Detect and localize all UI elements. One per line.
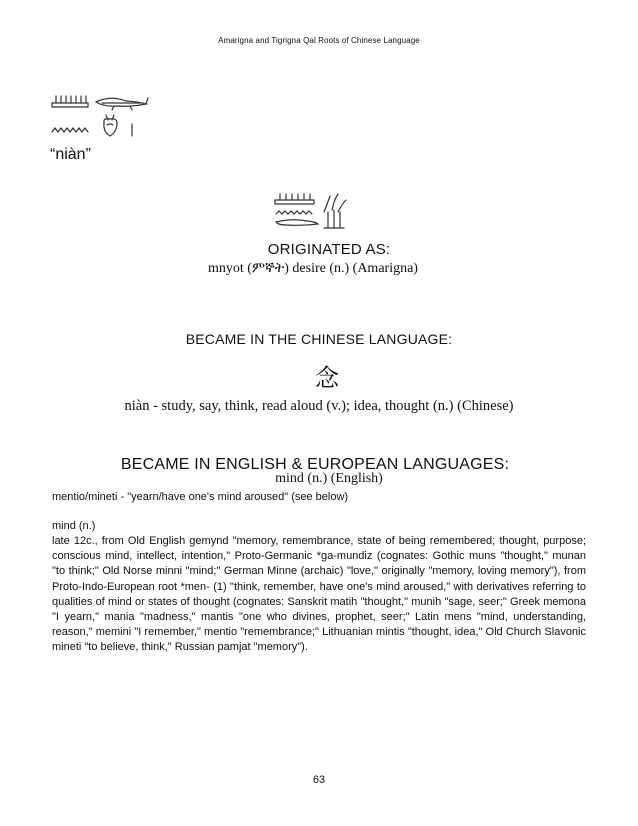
comb-glyph	[52, 96, 88, 107]
english-word-line: mind (n.) (English)	[275, 471, 383, 486]
page-number: 63	[312, 774, 326, 786]
originated-heading: ORIGINATED AS:	[267, 241, 391, 258]
water-glyph	[52, 128, 88, 132]
chinese-heading: BECAME IN THE CHINESE LANGUAGE:	[185, 331, 453, 347]
english-heading: BECAME IN ENGLISH & EUROPEAN LANGUAGES:	[120, 456, 510, 473]
mind-entry-label: mind (n.)	[52, 520, 96, 532]
hieroglyph-group-primary	[48, 92, 158, 140]
pronunciation: “niàn”	[50, 146, 91, 163]
plant-glyph	[324, 194, 346, 228]
hieroglyph-group-secondary	[272, 192, 352, 232]
running-header: Amarigna and Tigrigna Qal Roots of Chinese Language	[218, 36, 420, 45]
mind-etymology-paragraph: late 12c., from Old English gemynd "memory, remembrance, state of being remembered; thought, purpose; conscious mind, intellect, intention," Proto-Germanic *ga-mundiz (cognates: Gothic muns "thought," munan "to think;" Old Norse minni "mind;" German Minne (archaic) "love," originally "memory, loving memory"), from Proto-Indo-European root *men- (1) "think, remember, have one's mind aroused," with derivatives referring to qualities of mind or states of thought (cognates: Sanskrit matih "thought," munih "sage, seer;" Greek memona "I yearn," mania "madness," mantis "one who divines, prophet, seer;" Latin mens "mind, understanding, reason," memini "I remember," mentio "remembrance;" Lithuanian mintis "thought, idea," Old Church Slavonic mineti "to believe, think," Russian pamjat "memory").	[52, 535, 586, 654]
reed-glyph	[96, 98, 148, 110]
chinese-character: 念	[315, 364, 339, 392]
heart-jar-glyph	[104, 115, 117, 136]
chinese-definition-line: niàn - study, say, think, read aloud (v.); idea, thought (n.) (Chinese)	[124, 398, 514, 414]
hieroglyph-drawing-secondary	[272, 192, 352, 232]
hieroglyph-drawing	[48, 92, 158, 140]
reed-glyph-small	[276, 220, 318, 226]
comb-glyph-small	[275, 194, 314, 204]
water-glyph-small	[276, 211, 312, 214]
mentio-note: mentio/mineti - "yearn/have one's mind aroused" (see below)	[52, 491, 349, 503]
amarigna-source-line: mnyot (ምኞት) desire (n.) (Amarigna)	[208, 261, 418, 276]
